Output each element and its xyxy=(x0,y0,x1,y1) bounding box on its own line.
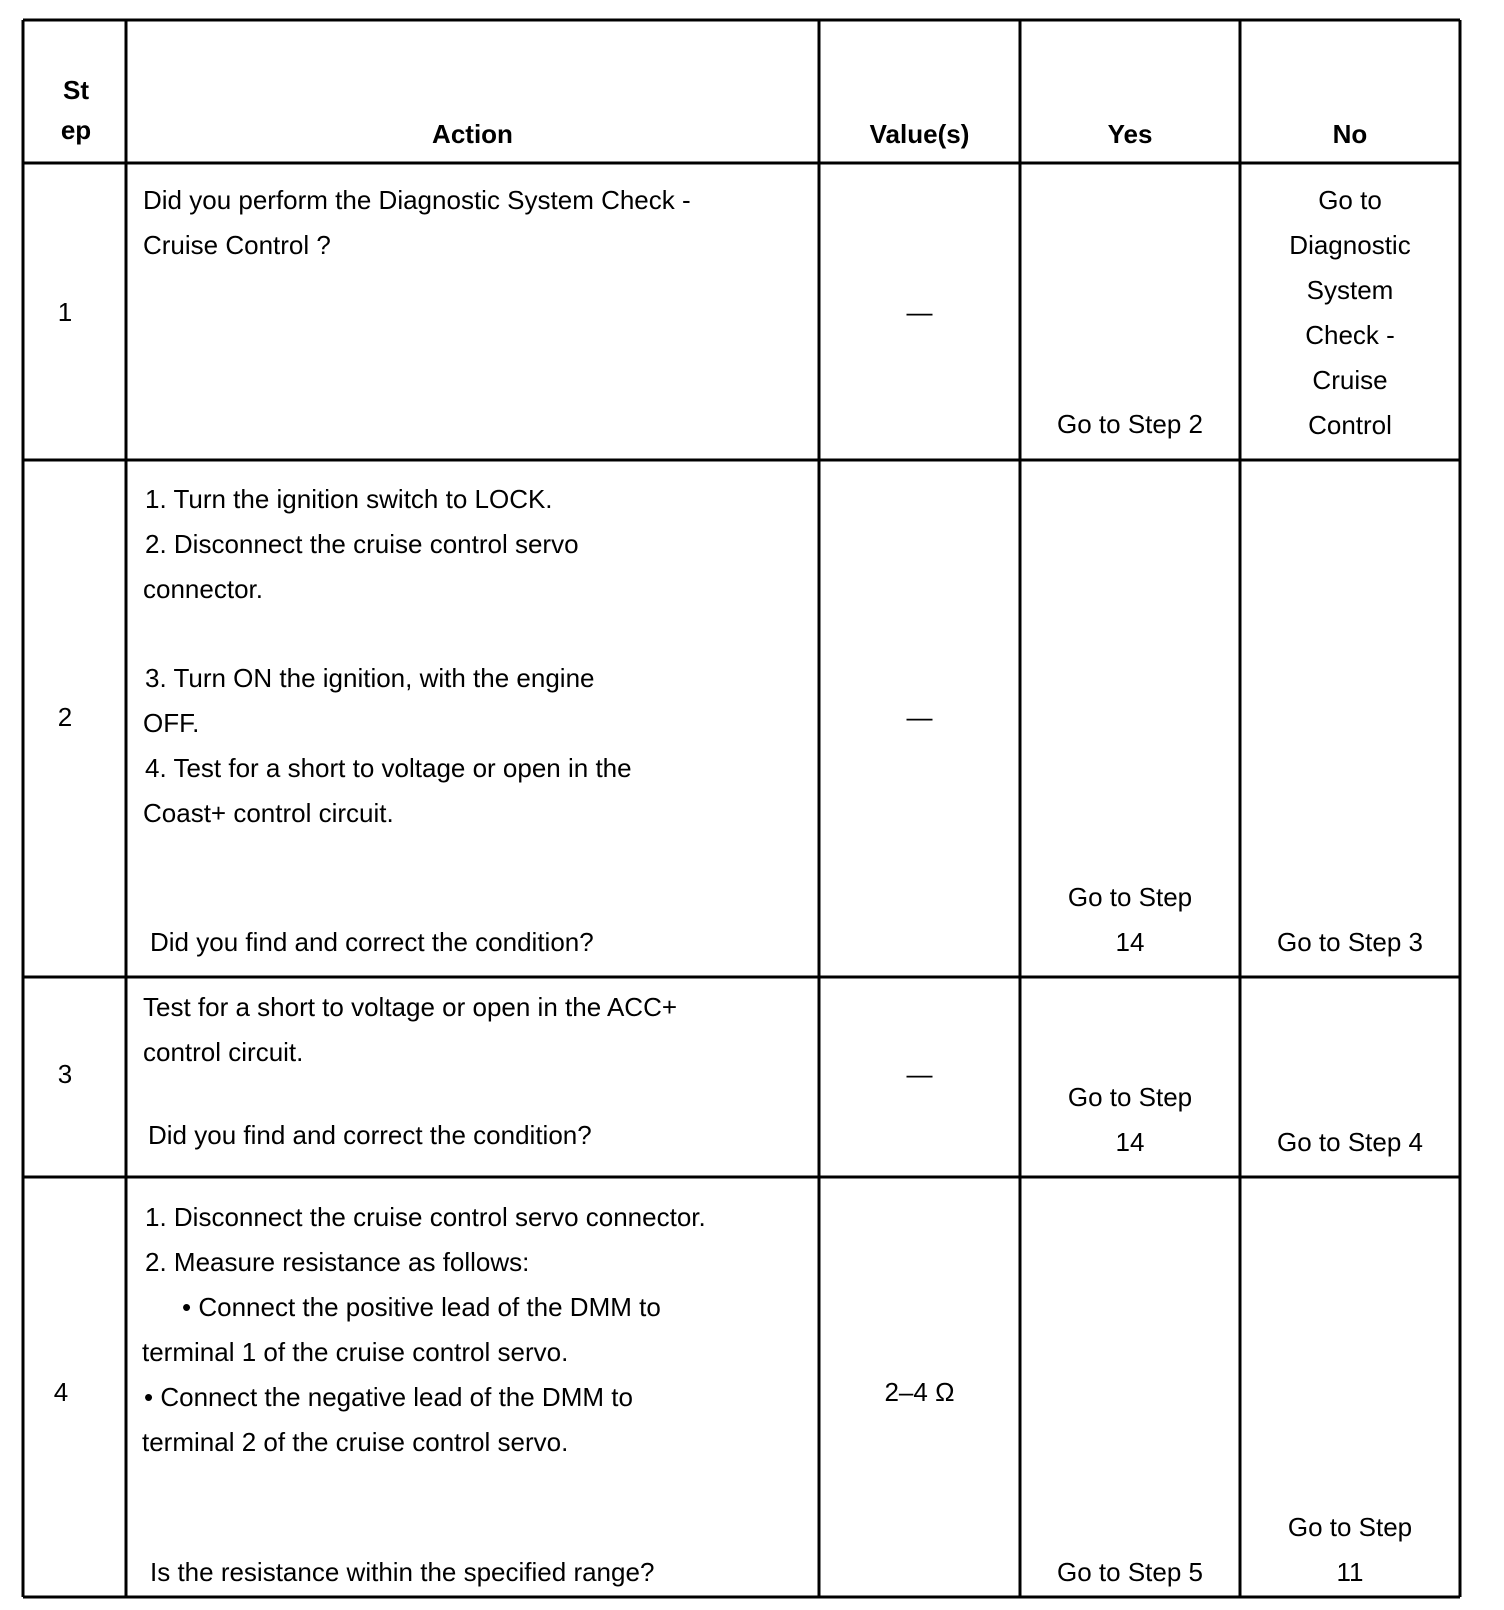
no-line: Check - xyxy=(1305,320,1395,350)
action-line: Is the resistance within the specified range? xyxy=(150,1557,655,1587)
no-line: Cruise xyxy=(1312,365,1388,395)
no-line: System xyxy=(1306,275,1394,305)
yes-line: Go to Step xyxy=(1067,1082,1193,1112)
action-line: 4. Test for a short to voltage or open in the xyxy=(145,753,632,783)
yes-cell: Go to Step 2 xyxy=(1057,409,1203,439)
action-line: 1. Disconnect the cruise control servo connector. xyxy=(145,1202,706,1232)
action-line: control circuit. xyxy=(143,1037,304,1067)
header-step-line2: ep xyxy=(60,115,92,145)
action-line: terminal 2 of the cruise control servo. xyxy=(142,1427,569,1457)
value-cell: 2–4 Ω xyxy=(884,1377,955,1407)
no-line: Control xyxy=(1308,410,1392,440)
value-cell: — xyxy=(906,297,933,327)
action-line: 2. Measure resistance as follows: xyxy=(145,1247,530,1277)
action-line: Coast+ control circuit. xyxy=(143,798,394,828)
no-cell xyxy=(1240,178,1460,448)
action-line: OFF. xyxy=(143,708,200,738)
no-line: Diagnostic xyxy=(1289,230,1411,260)
step-number: 3 xyxy=(57,1059,73,1089)
action-line: • Connect the negative lead of the DMM to xyxy=(144,1382,633,1412)
value-cell: — xyxy=(906,1059,933,1089)
action-line: connector. xyxy=(143,574,263,604)
yes-line: 14 xyxy=(1115,1127,1145,1157)
no-line: 11 xyxy=(1336,1557,1364,1587)
action-line: Did you find and correct the condition? xyxy=(148,1120,592,1150)
step-number: 2 xyxy=(57,702,73,732)
header-no: No xyxy=(1332,119,1368,149)
yes-cell xyxy=(1020,1075,1240,1165)
no-line: Go to Step xyxy=(1287,1512,1413,1542)
no-cell xyxy=(1240,1505,1460,1595)
yes-cell xyxy=(1020,875,1240,965)
action-line: Did you perform the Diagnostic System Check - xyxy=(143,185,691,215)
action-line: 1. Turn the ignition switch to LOCK. xyxy=(145,484,553,514)
action-line: 3. Turn ON the ignition, with the engine xyxy=(145,663,595,693)
yes-line: 14 xyxy=(1115,927,1145,957)
action-line: Test for a short to voltage or open in the ACC+ xyxy=(143,992,678,1022)
header-action: Action xyxy=(432,119,513,149)
step-number: 4 xyxy=(53,1377,69,1407)
header-step-line1: St xyxy=(63,75,89,105)
no-line: Go to xyxy=(1318,185,1382,215)
action-line: 2. Disconnect the cruise control servo xyxy=(145,529,579,559)
step-number: 1 xyxy=(57,297,73,327)
action-line: terminal 1 of the cruise control servo. xyxy=(142,1337,569,1367)
header-yes: Yes xyxy=(1107,119,1153,149)
action-line: • Connect the positive lead of the DMM to xyxy=(182,1292,661,1322)
no-cell: Go to Step 3 xyxy=(1277,927,1423,957)
action-line: Did you find and correct the condition? xyxy=(150,927,594,957)
value-cell: — xyxy=(906,702,933,732)
yes-cell: Go to Step 5 xyxy=(1057,1557,1203,1587)
header-values: Value(s) xyxy=(869,119,970,149)
no-cell: Go to Step 4 xyxy=(1277,1127,1423,1157)
yes-line: Go to Step xyxy=(1067,882,1193,912)
action-line: Cruise Control ? xyxy=(143,230,331,260)
